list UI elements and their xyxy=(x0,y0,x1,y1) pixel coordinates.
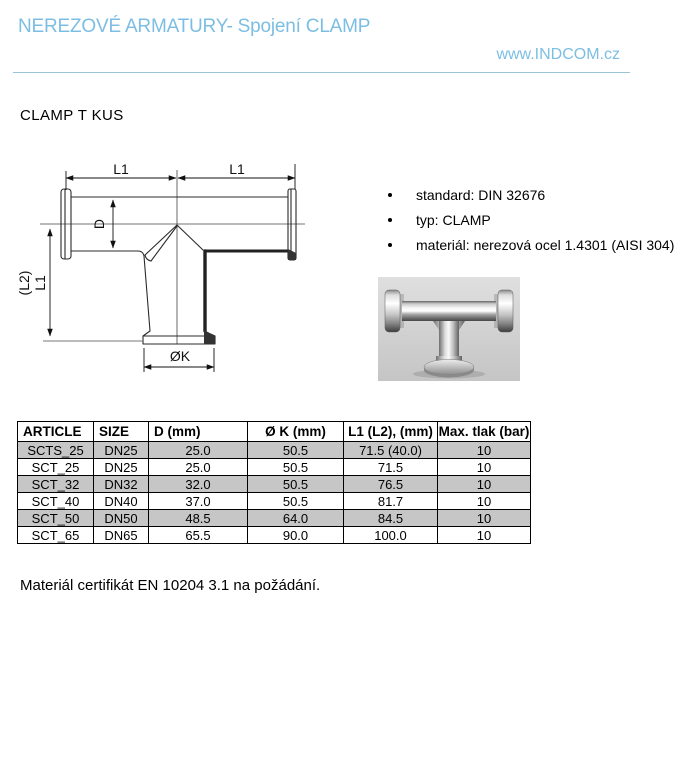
table-cell: 90.0 xyxy=(248,527,344,544)
column-header: Max. tlak (bar) xyxy=(438,422,531,442)
dim-label-l1-vertical: L1 xyxy=(32,275,48,291)
header-divider xyxy=(13,72,630,73)
table-row xyxy=(18,493,531,510)
dim-label-d: D xyxy=(91,218,107,230)
table-cell: SCT_50 xyxy=(18,510,94,527)
table-cell: 50.5 xyxy=(248,476,344,493)
dimension-lines xyxy=(43,164,295,372)
table-cell: DN40 xyxy=(94,493,149,510)
column-header: ARTICLE xyxy=(18,422,94,442)
dim-label-l1-left: L1 xyxy=(113,161,129,177)
pipe-outline xyxy=(61,189,296,344)
table-cell: 50.5 xyxy=(248,442,344,459)
column-header: D (mm) xyxy=(149,422,248,442)
table-cell: SCTS_25 xyxy=(18,442,94,459)
table-cell: DN25 xyxy=(94,442,149,459)
spec-text: materiál: nerezová ocel 1.4301 (AISI 304) xyxy=(416,237,675,253)
table-cell: DN50 xyxy=(94,510,149,527)
table-cell: 71.5 xyxy=(344,459,438,476)
table-row xyxy=(18,510,531,527)
spec-item xyxy=(388,187,674,202)
table-cell: DN65 xyxy=(94,527,149,544)
table-cell: 81.7 xyxy=(344,493,438,510)
column-header: Ø K (mm) xyxy=(248,422,344,442)
table-cell: 32.0 xyxy=(149,476,248,493)
table-cell: 76.5 xyxy=(344,476,438,493)
page-title: NEREZOVÉ ARMATURY- Spojení CLAMP xyxy=(18,16,371,37)
table-row xyxy=(18,527,531,544)
table-cell: SCT_40 xyxy=(18,493,94,510)
table-cell: 64.0 xyxy=(248,510,344,527)
table-row xyxy=(18,459,531,476)
spec-item xyxy=(388,212,674,227)
table-cell: 25.0 xyxy=(149,459,248,476)
dim-label-l2: (L2) xyxy=(16,270,32,296)
table-cell: 10 xyxy=(438,527,531,544)
certificate-note: Materiál certifikát EN 10204 3.1 na požádání. xyxy=(20,577,321,594)
bullet-icon xyxy=(388,243,392,247)
table-cell: 71.5 (40.0) xyxy=(344,442,438,459)
table-cell: SCT_65 xyxy=(18,527,94,544)
dim-label-ok: ØK xyxy=(169,348,191,364)
product-photo xyxy=(378,277,520,381)
dim-label-l1-right: L1 xyxy=(229,161,245,177)
table-cell: 25.0 xyxy=(149,442,248,459)
specs-list xyxy=(388,187,674,262)
bullet-icon xyxy=(388,218,392,222)
table-cell: DN32 xyxy=(94,476,149,493)
table-row xyxy=(18,442,531,459)
spec-table xyxy=(17,421,531,544)
table-cell: 84.5 xyxy=(344,510,438,527)
spec-table-header-row xyxy=(18,422,531,442)
table-cell: 65.5 xyxy=(149,527,248,544)
column-header: SIZE xyxy=(94,422,149,442)
table-row xyxy=(18,476,531,493)
spec-text: standard: DIN 32676 xyxy=(416,187,546,203)
table-cell: 10 xyxy=(438,476,531,493)
table-cell: 10 xyxy=(438,510,531,527)
table-cell: SCT_25 xyxy=(18,459,94,476)
table-cell: 50.5 xyxy=(248,459,344,476)
section-title: CLAMP T KUS xyxy=(20,107,124,124)
spec-table-body xyxy=(18,442,531,544)
table-cell: DN25 xyxy=(94,459,149,476)
table-cell: 50.5 xyxy=(248,493,344,510)
table-cell: 48.5 xyxy=(149,510,248,527)
bullet-icon xyxy=(388,193,392,197)
technical-drawing xyxy=(0,152,340,387)
table-cell: 10 xyxy=(438,442,531,459)
column-header: L1 (L2), (mm) xyxy=(344,422,438,442)
table-cell: 37.0 xyxy=(149,493,248,510)
table-cell: SCT_32 xyxy=(18,476,94,493)
table-cell: 10 xyxy=(438,459,531,476)
website-link[interactable]: www.INDCOM.cz xyxy=(496,46,620,63)
centerlines xyxy=(40,170,305,344)
table-cell: 10 xyxy=(438,493,531,510)
table-cell: 100.0 xyxy=(344,527,438,544)
spec-text: typ: CLAMP xyxy=(416,212,491,228)
spec-item xyxy=(388,237,674,252)
